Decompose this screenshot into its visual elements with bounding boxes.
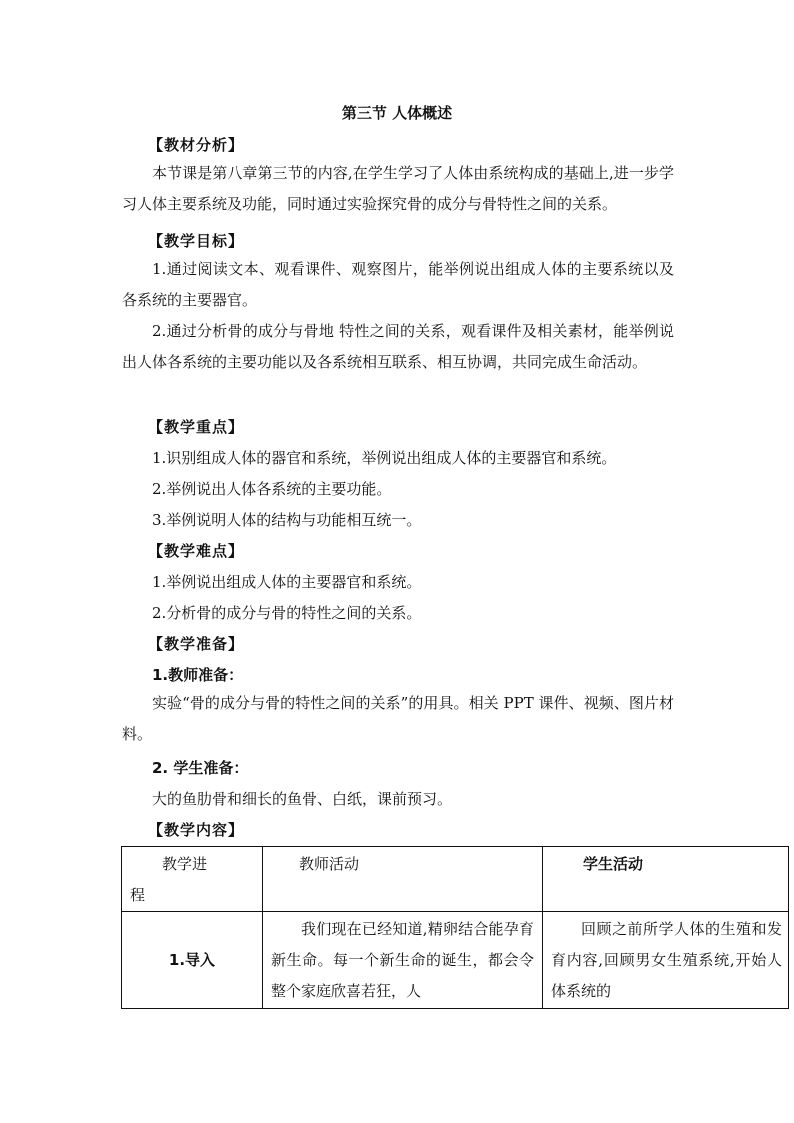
header-teacher-label: 教师活动 <box>299 855 360 873</box>
teacher-activity-text: 我们现在已经知道,精卵结合能孕育新生命。每一个新生命的诞生，都会令整个家庭欣喜若狂，人 <box>271 920 534 1000</box>
key-point-3: 3.举例说明人体的结构与功能相互统一。 <box>152 511 422 529</box>
key-point-2: 2.举例说出人体各系统的主要功能。 <box>152 480 392 498</box>
teacher-prep-label: 1.教师准备： <box>152 666 244 684</box>
header-stage-cell <box>122 847 263 912</box>
lesson-table <box>121 846 789 1009</box>
student-prep-label: 2. 学生准备： <box>152 759 249 777</box>
student-prep-text: 大的鱼肋骨和细长的鱼骨、白纸，课前预习。 <box>152 790 453 808</box>
header-stage-line1: 教学进 <box>162 855 208 873</box>
header-teacher-cell <box>263 847 543 912</box>
goal-2-paragraph: 2.通过分析骨的成分与骨地 特性之间的关系，观看课件及相关素材，能举例说出人体各系统的主要功能以及各系统相互联系、相互协调，共同完成生命活动。 <box>122 322 674 371</box>
analysis-paragraph: 本节课是第八章第三节的内容,在学生学习了人体由系统构成的基础上,进一步学习人体主要系统及功能，同时通过实验探究骨的成分与骨特性之间的关系。 <box>122 164 674 213</box>
stage-cell <box>122 912 263 1009</box>
header-student-cell <box>543 847 789 912</box>
difficult-point-1: 1.举例说出组成人体的主要器官和系统。 <box>152 573 422 591</box>
header-stage-line2: 程 <box>130 886 146 904</box>
goals-heading: 【教学目标】 <box>148 232 245 250</box>
table-row <box>122 912 789 1009</box>
difficult-point-2: 2.分析骨的成分与骨的特性之间的关系。 <box>152 604 422 622</box>
content-heading: 【教学内容】 <box>148 821 245 839</box>
goal-1-paragraph: 1.通过阅读文本、观看课件、观察图片，能举例说出组成人体的主要系统以及各系统的主要器官。 <box>122 260 674 309</box>
stage-label: 1.导入 <box>168 950 216 969</box>
page-title: 第三节 人体概述 <box>341 104 453 122</box>
teacher-prep-paragraph: 实验“骨的成分与骨的特性之间的关系”的用具。相关 PPT 课件、视频、图片材料。 <box>122 694 674 743</box>
header-student-label: 学生活动 <box>583 855 644 873</box>
teacher-activity-cell <box>263 912 543 1009</box>
student-activity-cell <box>543 912 789 1009</box>
table-header-row <box>122 847 789 912</box>
key-point-1: 1.识别组成人体的器官和系统，举例说出组成人体的主要器官和系统。 <box>152 449 617 467</box>
difficult-points-heading: 【教学难点】 <box>148 542 245 560</box>
analysis-heading: 【教材分析】 <box>148 136 245 154</box>
preparation-heading: 【教学准备】 <box>148 635 245 653</box>
student-activity-text: 回顾之前所学人体的生殖和发育内容,回顾男女生殖系统,开始人体系统的 <box>551 920 782 1000</box>
key-points-heading: 【教学重点】 <box>148 418 245 436</box>
